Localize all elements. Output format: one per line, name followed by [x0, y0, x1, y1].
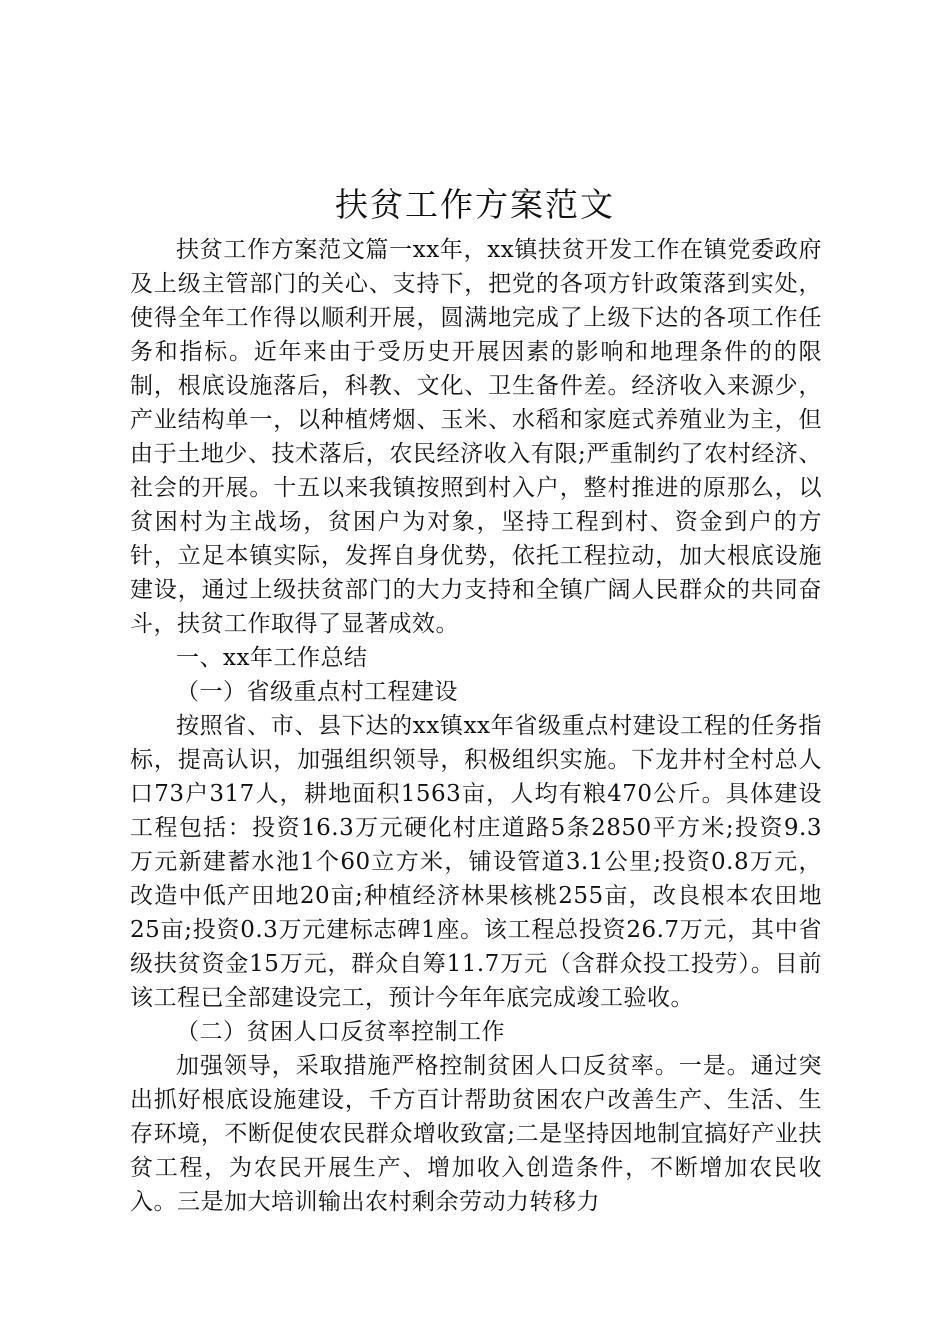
paragraph-poverty-return: 加强领导，采取措施严格控制贫困人口反贫率。一是。通过突出抓好根底设施建设，千方百计帮助贫困农户改善生产、生活、生存环境，不断促使农民群众增收致富;二是坚持因地制宜搞好产业扶贫工程，为农民开展生产、增加收入创造条件，不断增加农民收入。三是加大培训输出农村剩余劳动力转移力	[130, 1053, 822, 1215]
document-title: 扶贫工作方案范文	[335, 185, 615, 224]
section-heading-summary: 一、xx年工作总结	[176, 645, 368, 671]
document-body	[130, 233, 822, 1219]
paragraph-intro: 扶贫工作方案范文篇一xx年，xx镇扶贫开发工作在镇党委政府及上级主管部门的关心、支持下，把党的各项方针政策落到实处，使得全年工作得以顺利开展，圆满地完成了上级下达的各项工作任务和指标。近年来由于受历史开展因素的影响和地理条件的的限制，根底设施落后，科教、文化、卫生备件差。经济收入来源少，产业结构单一，以种植烤烟、玉米、水稻和家庭式养殖业为主，但由于土地少、技术落后，农民经济收入有限;严重制约了农村经济、社会的开展。十五以来我镇按照到村入户，整村推进的原那么，以贫困村为主战场，贫困户为对象，坚持工程到村、资金到户的方针，立足本镇实际，发挥自身优势，依托工程拉动，加大根底设施建设，通过上级扶贫部门的大力支持和全镇广阔人民群众的共同奋斗，扶贫工作取得了显著成效。	[130, 237, 822, 637]
paragraph-key-village: 按照省、市、县下达的xx镇xx年省级重点村建设工程的任务指标，提高认识，加强组织领导，积极组织实施。下龙井村全村总人口73户317人，耕地面积1563亩，人均有粮470公斤。具体建设工程包括：投资16.3万元硬化村庄道路5条2850平方米;投资9.3万元新建蓄水池1个60立方米，铺设管道3.1公里;投资0.8万元，改造中低产田地20亩;种植经济林果核桃255亩，改良根本农田地25亩;投资0.3万元建标志碑1座。该工程总投资26.7万元，其中省级扶贫资金15万元，群众自筹11.7万元（含群众投工投劳）。目前该工程已全部建设完工，预计今年年底完成竣工验收。	[130, 713, 822, 1011]
subsection-heading-key-village: （一）省级重点村工程建设	[176, 679, 458, 705]
subsection-heading-poverty-return: （二）贫困人口反贫率控制工作	[176, 1019, 505, 1045]
